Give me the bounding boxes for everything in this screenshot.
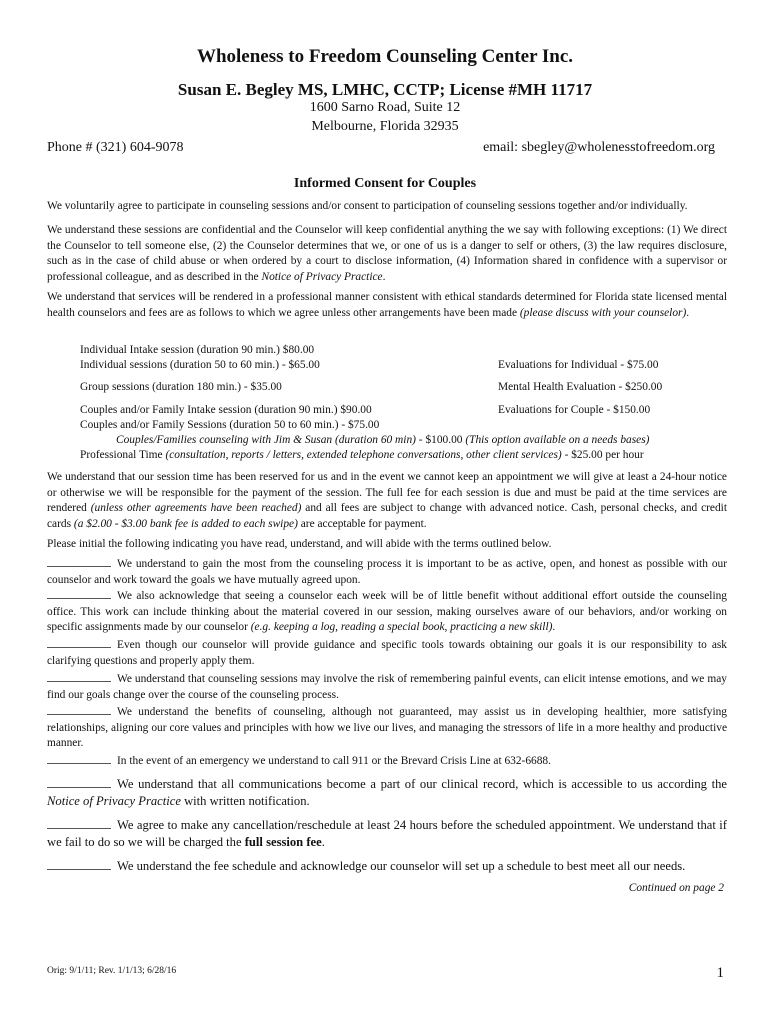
org-name: Wholeness to Freedom Counseling Center Inc. [196, 46, 574, 67]
initials-field[interactable] [47, 556, 111, 567]
initials-field[interactable] [47, 637, 111, 648]
email-address: email: sbegley@wholenesstofreedom.org [483, 140, 715, 155]
fee-jim-susan [116, 434, 649, 446]
fee-group: Group sessions (duration 180 min.) - $35.00 [80, 381, 282, 393]
initial-item-text: We agree to make any cancellation/reschedule at least 24 hours before the scheduled appointment. We understand that if we fail to do so we will be charged the [47, 818, 727, 849]
bank-fee-note: (a $2.00 - $3.00 bank fee is added to each swipe) [73, 517, 298, 530]
initial-item-4 [47, 671, 727, 703]
privacy-notice-ref: Notice of Privacy Practice [261, 270, 383, 283]
session-time-text: We understand that our session time has been reserved for us and in the event we cannot keep an appointment we will give at least a 24-hour notice or otherwise we will be responsible for the payment of the session. The full fee for each session is due and must be paid at the time services are rendered [47, 471, 727, 515]
confidentiality-end: . [382, 270, 386, 283]
services-note: (please discuss with your counselor) [519, 306, 687, 319]
session-time-end: are acceptable for payment. [300, 517, 427, 530]
session-time-note: (unless other agreements have been reached) [90, 502, 302, 515]
initial-item-5 [47, 704, 727, 752]
initial-item-note: (e.g. keeping a log, reading a special book, practicing a new skill) [250, 621, 553, 634]
session-time-text-2: and all fees are subject to change with advanced notice. Cash, personal checks, and credit cards [47, 502, 727, 530]
fee-couples-sessions: Couples and/or Family Sessions (duration 50 to 60 min.) - $75.00 [80, 419, 380, 431]
revision-footer: Orig: 9/1/11; Rev. 1/1/13; 6/28/16 [47, 966, 177, 976]
fee-couples-intake: Couples and/or Family Intake session (duration 90 min.) $90.00 [80, 404, 372, 416]
initials-field[interactable] [47, 704, 111, 715]
initial-item-text: We understand that all communications become a part of our clinical record, which is accessible to us according the [117, 777, 727, 791]
initial-item-7 [47, 776, 727, 810]
full-session-fee: full session fee [244, 835, 322, 849]
fee-mental-eval: Mental Health Evaluation - $250.00 [498, 381, 663, 393]
initial-item-text: Even though our counselor will provide guidance and specific tools towards obtaining our goals it is our responsibility to ask clarifying questions and properly apply them. [47, 639, 727, 667]
initial-item-6 [47, 753, 727, 770]
initials-field[interactable] [47, 818, 111, 829]
initial-item-8 [47, 817, 727, 851]
initials-field[interactable] [47, 671, 111, 682]
initials-field[interactable] [47, 588, 111, 599]
initial-item-1 [47, 556, 727, 588]
initial-item-end: . [321, 835, 325, 849]
continued-note: Continued on page 2 [628, 882, 724, 894]
prof-label: Professional Time [80, 449, 166, 461]
fee-professional-time [80, 449, 644, 461]
fee-individual: Individual sessions (duration 50 to 60 min.) - $65.00 [80, 359, 320, 371]
initials-field[interactable] [47, 859, 111, 870]
initial-item-text: We understand that counseling sessions may involve the risk of remembering painful events, can elicit intense emotions, and we may find our goals change over the course of the counseling process. [47, 673, 727, 701]
paragraph-session-time [47, 470, 727, 532]
jim-susan-price: - $100.00 [415, 434, 466, 446]
fee-intake: Individual Intake session (duration 90 min.) $80.00 [80, 344, 315, 356]
jim-susan-label: Couples/Families counseling with Jim & Susan (duration 60 min) [116, 434, 416, 446]
phone-number: Phone # (321) 604-9078 [47, 140, 184, 155]
initial-item-9 [47, 858, 727, 875]
prof-price: - $25.00 per hour [561, 449, 644, 461]
initial-item-2 [47, 588, 727, 636]
initial-item-text: We also acknowledge that seeing a counselor each week will be of little benefit without additional effort outside the counseling office. This work can include thinking about the material covered in our session, making ourselves aware of our behaviors, and/or working on specific assignments made by our counselor [47, 590, 727, 634]
fee-eval-couple: Evaluations for Couple - $150.00 [498, 404, 651, 416]
fee-eval-individual: Evaluations for Individual - $75.00 [498, 359, 659, 371]
initial-item-text: We understand to gain the most from the counseling process it is important to be as active, open, and honest as possible with our counselor and work toward the goals we have mutually agreed upon. [47, 558, 727, 586]
address-line-2: Melbourne, Florida 32935 [311, 119, 459, 134]
paragraph-confidentiality [47, 223, 727, 285]
privacy-notice-ref-2: Notice of Privacy Practice [47, 794, 181, 808]
prof-note: (consultation, reports / letters, extended telephone conversations, other client services) [165, 449, 562, 461]
page-number: 1 [716, 965, 724, 981]
counselor-name: Susan E. Begley MS, LMHC, CCTP; License #MH 11717 [177, 80, 593, 99]
initial-item-end: with written notification. [180, 794, 310, 808]
initials-field[interactable] [47, 777, 111, 788]
services-text: We understand that services will be rendered in a professional manner consistent with ethical standards determined for Florida state licensed mental health counselors and fees are as follows to which we agree unless other arrangements have been made [47, 291, 727, 319]
initial-item-text: We understand the fee schedule and acknowledge our counselor will set up a schedule to best meet all our needs. [117, 859, 686, 873]
services-end: . [686, 306, 690, 319]
initials-field[interactable] [47, 753, 111, 764]
confidentiality-text: We understand these sessions are confidential and the Counselor will keep confidential anything the we say with following exceptions: (1) We direct the Counselor to tell someone else, (2) the Counselor determines that we, or one of us is a danger to self or others, (3) the law requires disclosure, such as in the case of child abuse or when ordered by a court to disclose information, (4) Information shared in confidence with a supervisor or professional colleague, and as described in the [47, 224, 727, 283]
paragraph-initial-instructions: Please initial the following indicating you have read, understand, and will abide with the terms outlined below. [47, 538, 552, 550]
jim-susan-note: (This option available on a needs bases) [465, 434, 650, 446]
initial-item-text: In the event of an emergency we understand to call 911 or the Brevard Crisis Line at 632-6688. [117, 755, 551, 767]
initial-item-end: . [552, 621, 556, 634]
paragraph-services [47, 290, 727, 321]
paragraph-voluntary: We voluntarily agree to participate in counseling sessions and/or consent to participation of counseling sessions together and/or individually. [47, 200, 688, 212]
initial-item-3 [47, 637, 727, 669]
initial-item-text: We understand the benefits of counseling, although not guaranteed, may assist us in developing healthier, more satisfying relationships, aligning our core values and principles with how we live our lives, and managing the stressors of life in a more healthy and productive manner. [47, 706, 727, 750]
address-line-1: 1600 Sarno Road, Suite 12 [309, 100, 461, 115]
form-title: Informed Consent for Couples [293, 176, 477, 191]
